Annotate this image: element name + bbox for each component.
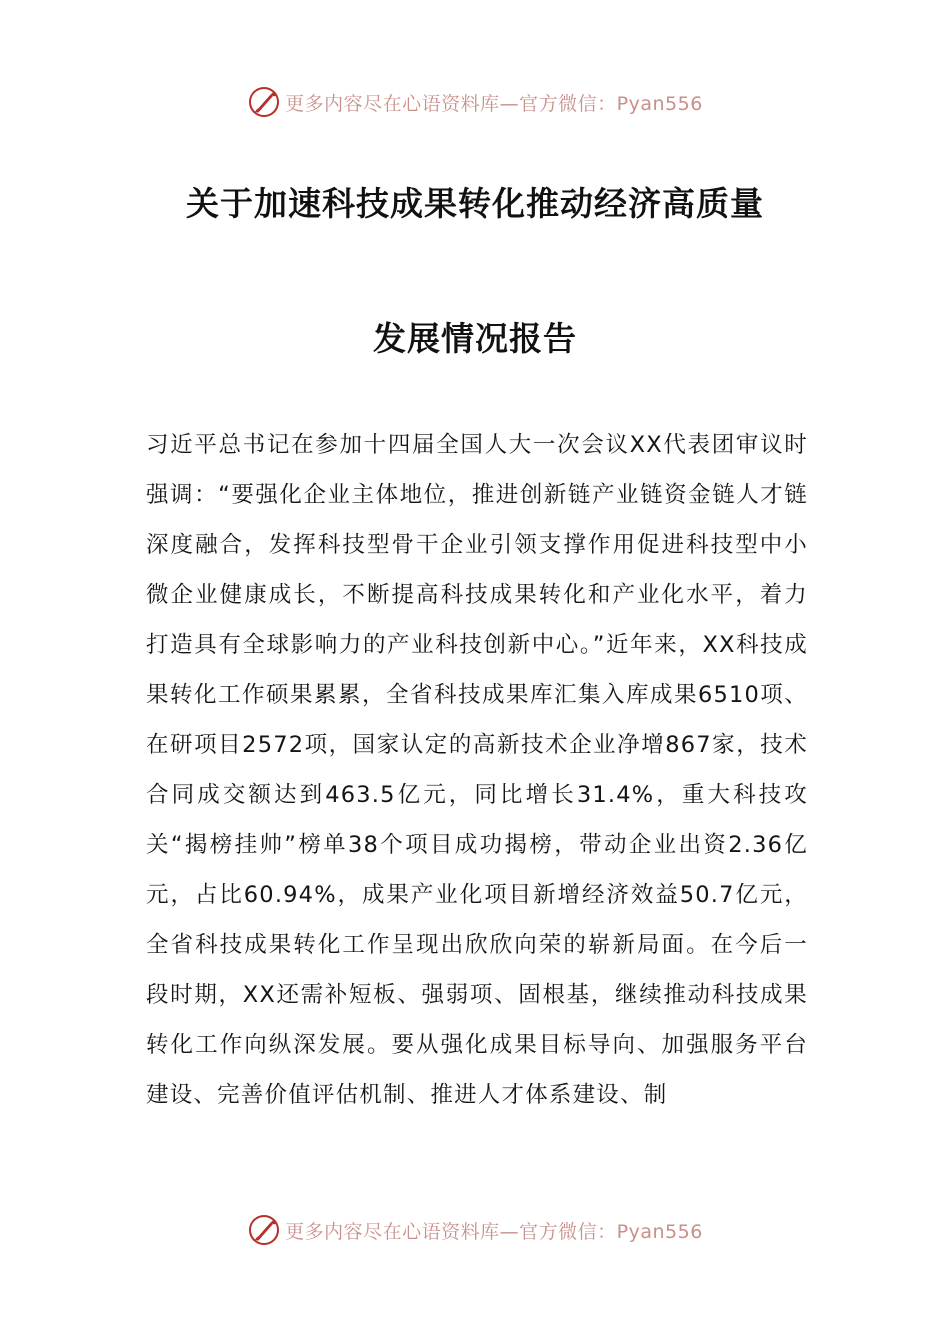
quill-pen-logo-icon	[247, 1213, 281, 1247]
document-title-line-1: 关于加速科技成果转化推动经济高质量	[186, 184, 764, 223]
document-title-line-2: 发展情况报告	[373, 319, 577, 358]
watermark-wechat-text: 官方微信：Pyan556	[519, 1220, 703, 1243]
footer-watermark-banner	[0, 1208, 950, 1252]
body-paragraph: 习近平总书记在参加十四届全国人大一次会议XX代表团审议时强调：“要强化企业主体地位，推进创新链产业链资金链人才链深度融合，发挥科技型骨干企业引领支撑作用促进科技型中小微企业健康成长，不断提高科技成果转化和产业化水平，着力打造具有全球影响力的产业科技创新中心。”近年来，XX科技成果转化工作硕果累累，全省科技成果库汇集入库成果6510项、在研项目2572项，国家认定的高新技术企业净增867家，技术合同成交额达到463.5亿元，同比增长31.4%，重大科技攻关“揭榜挂帅”榜单38个项目成功揭榜，带动企业出资2.36亿元，占比60.94%，成果产业化项目新增经济效益50.7亿元，全省科技成果转化工作呈现出欣欣向荣的崭新局面。在今后一段时期，XX还需补短板、强弱项、固根基，继续推动科技成果转化工作向纵深发展。要从强化成果目标导向、加强服务平台建设、完善价值评估机制、推进人才体系建设、制	[146, 432, 808, 1108]
watermark-main-text: 更多内容尽在心语资料库	[285, 92, 500, 115]
watermark-wechat-text: 官方微信：Pyan556	[519, 92, 703, 115]
watermark-main-text: 更多内容尽在心语资料库	[285, 1220, 500, 1243]
watermark-separator: —	[499, 1220, 520, 1243]
watermark-text	[285, 89, 703, 116]
watermark-text	[285, 1217, 703, 1244]
watermark-separator: —	[499, 92, 520, 115]
header-watermark-banner	[0, 80, 950, 124]
quill-pen-logo-icon	[247, 85, 281, 119]
